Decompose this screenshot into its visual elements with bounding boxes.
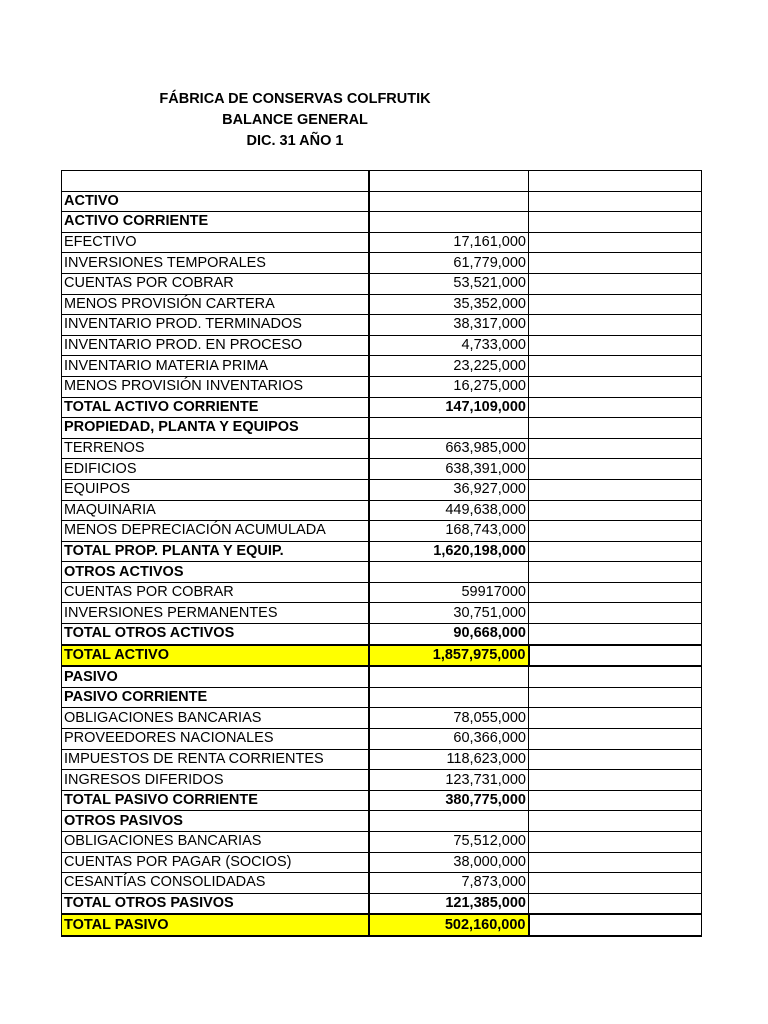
account-row — [62, 624, 702, 645]
account-label: OBLIGACIONES BANCARIAS — [62, 708, 369, 729]
empty-cell — [529, 770, 702, 791]
account-row — [62, 852, 702, 873]
empty-cell — [529, 914, 702, 936]
account-row — [62, 479, 702, 500]
account-row — [62, 729, 702, 750]
account-label: IMPUESTOS DE RENTA CORRIENTES — [62, 749, 369, 770]
account-label: OTROS ACTIVOS — [62, 562, 369, 583]
account-label: TOTAL ACTIVO — [62, 645, 369, 667]
account-value — [369, 687, 529, 708]
account-value: 53,521,000 — [369, 273, 529, 294]
account-value: 17,161,000 — [369, 232, 529, 253]
account-row — [62, 770, 702, 791]
account-label: INVENTARIO MATERIA PRIMA — [62, 356, 369, 377]
empty-cell — [529, 356, 702, 377]
account-value: 61,779,000 — [369, 253, 529, 274]
account-label: EQUIPOS — [62, 479, 369, 500]
empty-cell — [529, 893, 702, 914]
account-label: TOTAL OTROS PASIVOS — [62, 893, 369, 914]
account-value — [369, 212, 529, 233]
section-row — [62, 687, 702, 708]
account-row — [62, 708, 702, 729]
account-value: 449,638,000 — [369, 500, 529, 521]
empty-cell — [529, 687, 702, 708]
account-label: PROVEEDORES NACIONALES — [62, 729, 369, 750]
account-label: ACTIVO CORRIENTE — [62, 212, 369, 233]
account-label: CUENTAS POR PAGAR (SOCIOS) — [62, 852, 369, 873]
section-row — [62, 666, 702, 687]
account-label: CUENTAS POR COBRAR — [62, 582, 369, 603]
account-value: 60,366,000 — [369, 729, 529, 750]
empty-cell — [529, 397, 702, 418]
account-value — [369, 171, 529, 192]
account-row — [62, 232, 702, 253]
empty-cell — [529, 832, 702, 853]
account-row — [62, 541, 702, 562]
empty-cell — [529, 459, 702, 480]
empty-cell — [529, 335, 702, 356]
account-row — [62, 438, 702, 459]
account-value: 38,000,000 — [369, 852, 529, 873]
total-row-highlighted — [62, 914, 702, 936]
account-label: MAQUINARIA — [62, 500, 369, 521]
account-value — [369, 666, 529, 687]
account-row — [62, 832, 702, 853]
account-label: PASIVO — [62, 666, 369, 687]
account-label: TERRENOS — [62, 438, 369, 459]
empty-cell — [529, 191, 702, 212]
account-row — [62, 356, 702, 377]
empty-cell — [529, 438, 702, 459]
account-value: 23,225,000 — [369, 356, 529, 377]
account-label: PASIVO CORRIENTE — [62, 687, 369, 708]
account-label: INGRESOS DIFERIDOS — [62, 770, 369, 791]
account-value: 638,391,000 — [369, 459, 529, 480]
empty-cell — [529, 273, 702, 294]
empty-cell — [529, 729, 702, 750]
account-value: 30,751,000 — [369, 603, 529, 624]
account-label: MENOS PROVISIÓN INVENTARIOS — [62, 376, 369, 397]
account-value: 118,623,000 — [369, 749, 529, 770]
empty-cell — [529, 418, 702, 439]
empty-cell — [529, 315, 702, 336]
account-value: 59917000 — [369, 582, 529, 603]
account-row — [62, 790, 702, 811]
empty-cell — [529, 811, 702, 832]
account-value: 36,927,000 — [369, 479, 529, 500]
account-label: TOTAL PASIVO CORRIENTE — [62, 790, 369, 811]
account-row — [62, 603, 702, 624]
account-label: CUENTAS POR COBRAR — [62, 273, 369, 294]
empty-cell — [529, 852, 702, 873]
section-row — [62, 171, 702, 192]
account-label: ACTIVO — [62, 191, 369, 212]
account-value — [369, 191, 529, 212]
account-label: INVERSIONES TEMPORALES — [62, 253, 369, 274]
account-row — [62, 873, 702, 894]
report-header — [0, 89, 590, 152]
empty-cell — [529, 171, 702, 192]
account-label: EFECTIVO — [62, 232, 369, 253]
account-label: MENOS PROVISIÓN CARTERA — [62, 294, 369, 315]
account-value: 123,731,000 — [369, 770, 529, 791]
account-row — [62, 335, 702, 356]
account-row — [62, 500, 702, 521]
account-row — [62, 376, 702, 397]
empty-cell — [529, 603, 702, 624]
section-row — [62, 191, 702, 212]
account-row — [62, 521, 702, 542]
account-value: 35,352,000 — [369, 294, 529, 315]
empty-cell — [529, 624, 702, 645]
section-row — [62, 562, 702, 583]
account-label: INVERSIONES PERMANENTES — [62, 603, 369, 624]
company-name: FÁBRICA DE CONSERVAS COLFRUTIK — [159, 91, 431, 107]
account-row — [62, 273, 702, 294]
account-value: 4,733,000 — [369, 335, 529, 356]
account-value: 1,620,198,000 — [369, 541, 529, 562]
empty-cell — [529, 790, 702, 811]
empty-cell — [529, 294, 702, 315]
empty-cell — [529, 232, 702, 253]
account-value: 7,873,000 — [369, 873, 529, 894]
account-value: 90,668,000 — [369, 624, 529, 645]
account-value: 38,317,000 — [369, 315, 529, 336]
account-label: EDIFICIOS — [62, 459, 369, 480]
section-row — [62, 811, 702, 832]
account-row — [62, 749, 702, 770]
report-date: DIC. 31 AÑO 1 — [246, 133, 344, 149]
empty-cell — [529, 541, 702, 562]
account-value: 16,275,000 — [369, 376, 529, 397]
empty-cell — [529, 376, 702, 397]
account-value — [369, 418, 529, 439]
account-label: OBLIGACIONES BANCARIAS — [62, 832, 369, 853]
account-label: TOTAL OTROS ACTIVOS — [62, 624, 369, 645]
empty-cell — [529, 645, 702, 667]
empty-cell — [529, 562, 702, 583]
account-row — [62, 294, 702, 315]
account-value: 121,385,000 — [369, 893, 529, 914]
empty-cell — [529, 479, 702, 500]
account-value — [369, 562, 529, 583]
section-row — [62, 212, 702, 233]
account-label: MENOS DEPRECIACIÓN ACUMULADA — [62, 521, 369, 542]
account-row — [62, 893, 702, 914]
account-value: 78,055,000 — [369, 708, 529, 729]
total-row-highlighted — [62, 645, 702, 667]
empty-cell — [529, 253, 702, 274]
balance-sheet-rows — [62, 171, 702, 936]
account-label: CESANTÍAS CONSOLIDADAS — [62, 873, 369, 894]
account-row — [62, 397, 702, 418]
account-value — [369, 811, 529, 832]
account-value: 1,857,975,000 — [369, 645, 529, 667]
account-row — [62, 582, 702, 603]
balance-sheet-table — [61, 170, 702, 937]
account-label: TOTAL PROP. PLANTA Y EQUIP. — [62, 541, 369, 562]
account-row — [62, 315, 702, 336]
account-label — [62, 171, 369, 192]
account-label: TOTAL PASIVO — [62, 914, 369, 936]
empty-cell — [529, 521, 702, 542]
empty-cell — [529, 212, 702, 233]
account-value: 663,985,000 — [369, 438, 529, 459]
empty-cell — [529, 666, 702, 687]
account-row — [62, 253, 702, 274]
account-value: 168,743,000 — [369, 521, 529, 542]
section-row — [62, 418, 702, 439]
account-value: 502,160,000 — [369, 914, 529, 936]
empty-cell — [529, 708, 702, 729]
account-label: INVENTARIO PROD. TERMINADOS — [62, 315, 369, 336]
empty-cell — [529, 873, 702, 894]
account-label: PROPIEDAD, PLANTA Y EQUIPOS — [62, 418, 369, 439]
empty-cell — [529, 749, 702, 770]
account-value: 380,775,000 — [369, 790, 529, 811]
report-title: BALANCE GENERAL — [222, 112, 368, 128]
account-value: 147,109,000 — [369, 397, 529, 418]
account-label: TOTAL ACTIVO CORRIENTE — [62, 397, 369, 418]
account-label: OTROS PASIVOS — [62, 811, 369, 832]
account-value: 75,512,000 — [369, 832, 529, 853]
account-row — [62, 459, 702, 480]
empty-cell — [529, 582, 702, 603]
empty-cell — [529, 500, 702, 521]
account-label: INVENTARIO PROD. EN PROCESO — [62, 335, 369, 356]
